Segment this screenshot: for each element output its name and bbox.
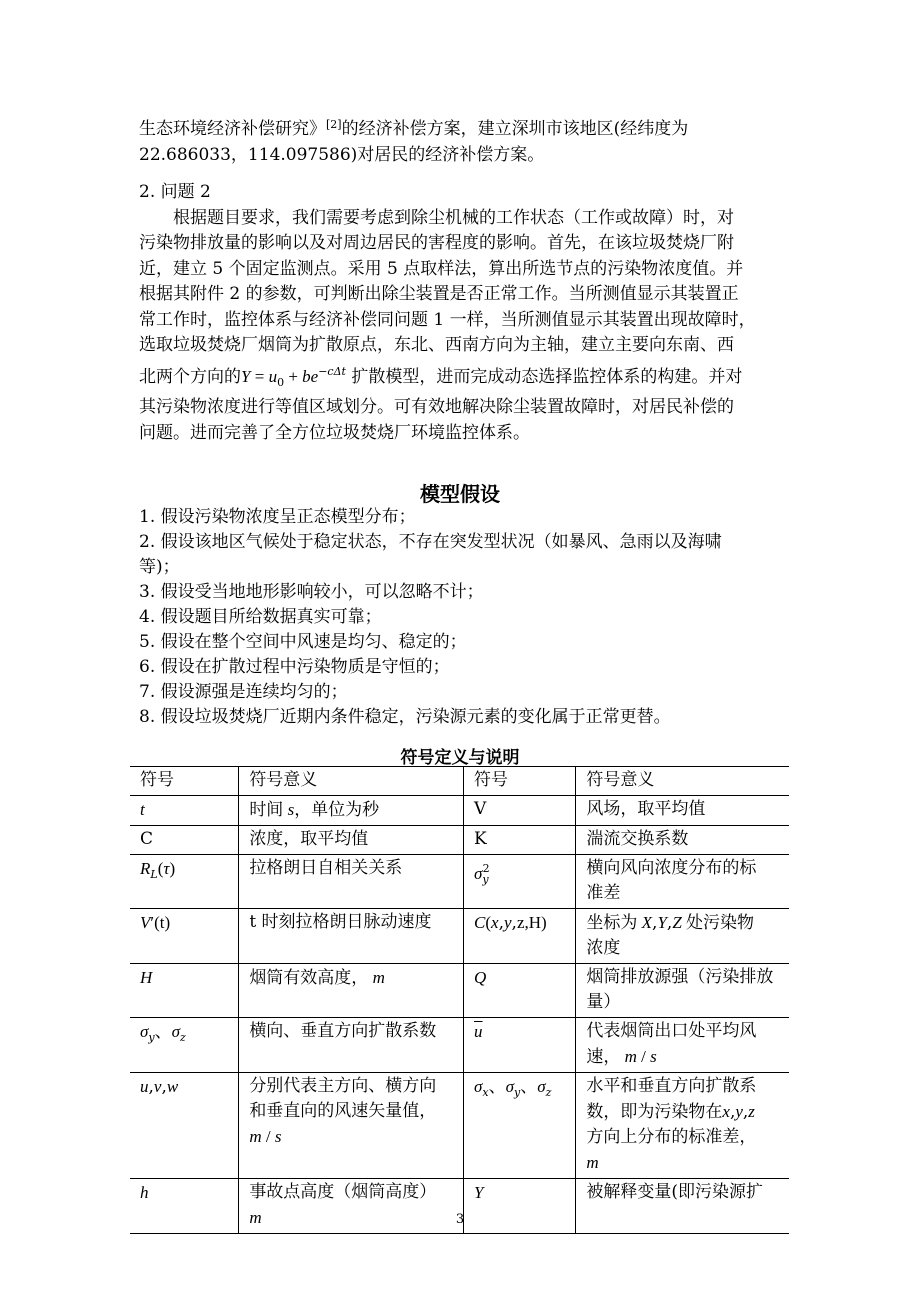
- meaning-cell: 水平和垂直方向扩散系 数，即为污染物在x,y,z 方向上分布的标准差， m: [576, 1073, 789, 1179]
- table-row: [130, 1073, 789, 1179]
- symbol-cell: C(x,y,z,H): [464, 909, 576, 964]
- problem2-section: 2. 问题 2 根据题目要求，我们需要考虑到除尘机械的工作状态（工作或故障）时，对 污染物排放量的影响以及对周边居民的害程度的影响。首先，在该垃圾焚烧厂附 近，建立 5 个固定监测点。采用 5 点取样法，算出所选节点的污染物浓度值。并 根据其附件 2 的参数，可判断出除尘装置是否正常工作。当所测值显示其装置正 常工作时，监控体系与经济补偿同问题 1 一样，当所测值显示其装置出现故障时， 选取垃圾焚烧厂烟筒为扩散原点，东北、西南方向为主轴，建立主要向东南、西 北两个方向的$Y = u_0 + be^{-c\Delta t}$ 扩散模型，进而完成动态选择监控体系的构建。并对 其污染物浓度进行等值区域划分。可有效地解决除尘装置故障时，对居民补偿的 问题。进而完善了全方位垃圾焚烧厂环境监控体系。: [139, 180, 789, 446]
- symbol-cell: $\sigma_y^2$: [464, 855, 576, 909]
- intro-paragraph: [139, 112, 789, 168]
- problem2-line: 其污染物浓度进行等值区域划分。可有效地解决除尘装置故障时，对居民补偿的: [139, 397, 734, 417]
- symbol-cell: $R_L(\tau)$: [130, 855, 239, 909]
- assumption-list: [139, 505, 789, 730]
- diffusion-formula: Y: [241, 366, 251, 386]
- meaning-cell: 烟筒有效高度， m: [239, 964, 464, 1018]
- symbol-cell: u,v,w: [130, 1073, 239, 1179]
- table-header-row: [130, 767, 789, 796]
- meaning-cell: 事故点高度（烟筒高度） m: [239, 1179, 464, 1234]
- meaning-cell: 被解释变量(即污染源扩: [576, 1179, 789, 1234]
- table-row: [130, 826, 789, 855]
- problem2-line: 问题。进而完善了全方位垃圾焚烧厂环境监控体系。: [139, 422, 530, 443]
- meaning-cell: 浓度，取平均值: [239, 826, 464, 855]
- problem2-line: 根据题目要求，我们需要考虑到除尘机械的工作状态（工作或故障）时，对: [173, 207, 734, 228]
- meaning-cell: 代表烟筒出口处平均风 速， m / s: [576, 1018, 789, 1073]
- meaning-cell: 湍流交换系数: [576, 826, 789, 855]
- symbol-cell: $\sigma_x$、$\sigma_y$、$\sigma_z$: [464, 1073, 576, 1179]
- meaning-cell: 横向、垂直方向扩散系数: [239, 1018, 464, 1073]
- list-item: 3. 假设受当地地形影响较小，可以忽略不计；: [139, 582, 484, 602]
- meaning-cell: 时间 s，单位为秒: [239, 796, 464, 826]
- table-row: [130, 909, 789, 964]
- list-item: 2. 假设该地区气候处于稳定状态，不存在突发型状况（如暴风、急雨以及海啸: [139, 532, 722, 552]
- symbol-cell: t: [130, 796, 239, 826]
- symbol-cell: C: [130, 826, 239, 855]
- meaning-cell: 风场，取平均值: [576, 796, 789, 826]
- symbol-cell: Y: [464, 1179, 576, 1234]
- symbol-cell: $\sigma_y$、$\sigma_z$: [130, 1018, 239, 1073]
- list-item: 8. 假设垃圾焚烧厂近期内条件稳定，污染源元素的变化属于正常更替。: [139, 707, 671, 727]
- list-item: 7. 假设源强是连续均匀的；: [139, 682, 348, 702]
- symbol-cell: H: [130, 964, 239, 1018]
- meaning-cell: 拉格朗日自相关关系: [239, 855, 464, 909]
- symbol-cell: h: [130, 1179, 239, 1234]
- intro-text: 生态环境经济补偿研究》: [139, 119, 326, 139]
- symbol-cell: $\overline{u}$: [464, 1018, 576, 1073]
- problem2-line: 选取垃圾焚烧厂烟筒为扩散原点，东北、西南方向为主轴，建立主要向东南、西: [139, 335, 734, 355]
- list-item: 6. 假设在扩散过程中污染物质是守恒的；: [139, 657, 450, 677]
- section-heading-assumptions: 模型假设: [420, 482, 500, 506]
- symbol-cell: Q: [464, 964, 576, 1018]
- header-cell: 符号: [464, 767, 576, 796]
- list-item: 5. 假设在整个空间中风速是均匀、稳定的；: [139, 632, 467, 652]
- table-row: [130, 964, 789, 1018]
- meaning-cell: 分别代表主方向、横方向 和垂直向的风速矢量值， m / s: [239, 1073, 464, 1179]
- symbol-table: [130, 766, 789, 1234]
- header-cell: 符号意义: [576, 767, 789, 796]
- problem2-title: 2. 问题 2: [139, 182, 211, 202]
- meaning-cell: 坐标为 X,Y,Z 处污染物 浓度: [576, 909, 789, 964]
- page-number: 3: [455, 1212, 465, 1227]
- table-row: [130, 855, 789, 909]
- intro-text: 的经济补偿方案，建立深圳市该地区(经纬度为: [341, 119, 689, 139]
- problem2-line: 近，建立 5 个固定监测点。采用 5 点取样法，算出所选节点的污染物浓度值。并: [139, 258, 744, 279]
- problem2-line: 常工作时，监控体系与经济补偿同问题 1 一样，当所测值显示其装置出现故障时，: [139, 309, 756, 330]
- list-item: 4. 假设题目所给数据真实可靠；: [139, 607, 382, 627]
- table-title: 符号定义与说明: [400, 748, 520, 768]
- header-cell: 符号: [130, 767, 239, 796]
- meaning-cell: 烟筒排放源强（污染排放 量）: [576, 964, 789, 1018]
- intro-text: 22.686033，114.097586)对居民的经济补偿方案。: [139, 144, 545, 165]
- symbol-cell: V′(t): [130, 909, 239, 964]
- table-row: [130, 796, 789, 826]
- list-item: 等)；: [139, 557, 180, 577]
- meaning-cell: t 时刻拉格朗日脉动速度: [239, 909, 464, 964]
- problem2-line: 根据其附件 2 的参数，可判断出除尘装置是否正常工作。当所测值显示其装置正: [139, 284, 739, 304]
- header-cell: 符号意义: [239, 767, 464, 796]
- list-item: 1. 假设污染物浓度呈正态模型分布；: [139, 507, 416, 527]
- symbol-cell: V: [464, 796, 576, 826]
- meaning-cell: 横向风向浓度分布的标 准差: [576, 855, 789, 909]
- table-row: [130, 1018, 789, 1073]
- problem2-line: 扩散模型，进而完成动态选择监控体系的构建。并对: [351, 366, 743, 387]
- symbol-cell: K: [464, 826, 576, 855]
- reference-citation[interactable]: [2]: [326, 118, 342, 131]
- problem2-line: 污染物排放量的影响以及对周边居民的害程度的影响。首先，在该垃圾焚烧厂附: [139, 233, 734, 253]
- problem2-line: 北两个方向的: [139, 366, 241, 387]
